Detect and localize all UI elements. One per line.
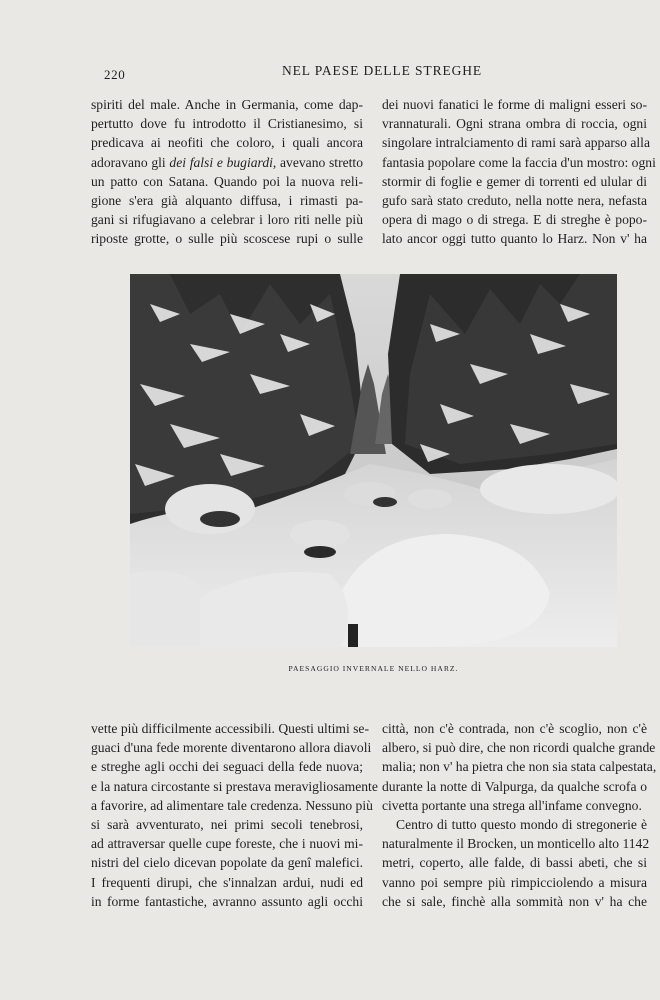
text-line: malia; non v' ha pietra che non sia stata calpestata, (382, 759, 657, 775)
text-line: metri, coperto, alle falde, di bassi abeti, che si (382, 855, 647, 871)
text-line: guaci d'una fede morente diventarono allora diavoli (91, 740, 372, 756)
text-line: e streghe agli occhi dei seguaci della fede nuova; (91, 759, 363, 775)
text-line: gufo sarà stato creduto, nella notte nera, nefasta (382, 193, 647, 209)
page-number: 220 (104, 67, 126, 82)
running-title: NEL PAESE DELLE STREGHE (282, 63, 483, 78)
text-line: I frequenti dirupi, che s'innalzan ardui, nudi ed (91, 874, 363, 890)
text-line: singolare intralciamento di rami sarà apparso alla (382, 135, 650, 151)
text-line: naturalmente il Brocken, un monticello alto 1142 (382, 836, 650, 852)
text-line: lato ancor oggi tutto quanto lo Harz. Non v' ha (382, 231, 647, 247)
text-line: un patto con Satana. Quando poi la nuova reli- (91, 173, 363, 189)
text-line: fantasia popolare come la faccia d'un mostro: ogni (382, 154, 656, 170)
text-line: opera di mago o di strega. E di streghe è popo- (382, 212, 647, 228)
text-line: dei nuovi fanatici le forme di maligni esseri so- (382, 97, 647, 112)
text-line: predicava ai neofiti che coloro, i quali ancora (91, 135, 363, 151)
text-line: stormir di foglie e gemer di torrenti ed ulular di (382, 173, 647, 189)
snowy-forest-photo (130, 274, 617, 647)
paragraph (382, 815, 650, 911)
text-line: civetta portante una strega all'infame convegno. (382, 797, 642, 813)
text-line: vette più difficilmente accessibili. Questi ultimi se- (91, 721, 369, 736)
text-line: e la natura circostante si prestava meravigliosamente (91, 778, 378, 794)
text-line: gani si rifugiavano a celebrar i loro riti nelle più (91, 212, 363, 228)
text-line: riposte grotte, o sulle più scoscese rupi o sulle (91, 231, 363, 247)
text-line: si sarà avventurato, nei primi secoli tenebrosi, (91, 817, 363, 833)
paragraph (382, 719, 657, 815)
text-line: in forme fantastiche, avranno assunto agli occhi (91, 893, 363, 909)
photo-drawing (130, 274, 617, 647)
text-line: a favorire, ad alimentare tale credenza. Nessuno più (91, 797, 373, 813)
text-line: città, non c'è contrada, non c'è scoglio, non c'è (382, 721, 647, 736)
text-column-top-left (91, 95, 363, 249)
text-column-bottom-right (382, 719, 657, 911)
text-line: durante la notte di Valpurga, da qualche scrofa o (382, 778, 647, 794)
text-line: vrannaturali. Ogni strana ombra di roccia, ogni (382, 116, 647, 132)
text-line: pertutto dove fu introdotto il Cristianesimo, si (91, 116, 363, 132)
text-line: Centro di tutto questo mondo di stregonerie è (396, 817, 647, 833)
figure-caption: PAESAGGIO INVERNALE NELLO HARZ. (288, 664, 459, 673)
page-header (104, 63, 644, 83)
text-line-with-emphasis: adoravano gli dei falsi e bugiardi, avevano stretto (91, 154, 363, 170)
paragraph (91, 719, 378, 911)
text-line: spiriti del male. Anche in Germania, come dap- (91, 97, 363, 112)
text-line: gione s'era già alquanto diffusa, i rimasti pa- (91, 193, 363, 209)
paragraph (382, 95, 656, 249)
italic-phrase: dei falsi e bugiardi (169, 154, 273, 170)
text-line: che si sale, finchè alla sommità non v' ha che (382, 893, 647, 909)
text-column-top-right (382, 95, 656, 249)
text-line: ad attraversar quelle cupe foreste, che i nuovi mi- (91, 836, 363, 852)
paragraph (91, 95, 363, 249)
text-column-bottom-left (91, 719, 378, 911)
text-line: nistri del cielo dicevan popolate da genî malefici. (91, 855, 363, 871)
text-line: vanno poi sempre più rimpicciolendo a misura (382, 874, 647, 890)
text-line: albero, si può dire, che non ricordi qualche grande (382, 740, 656, 756)
